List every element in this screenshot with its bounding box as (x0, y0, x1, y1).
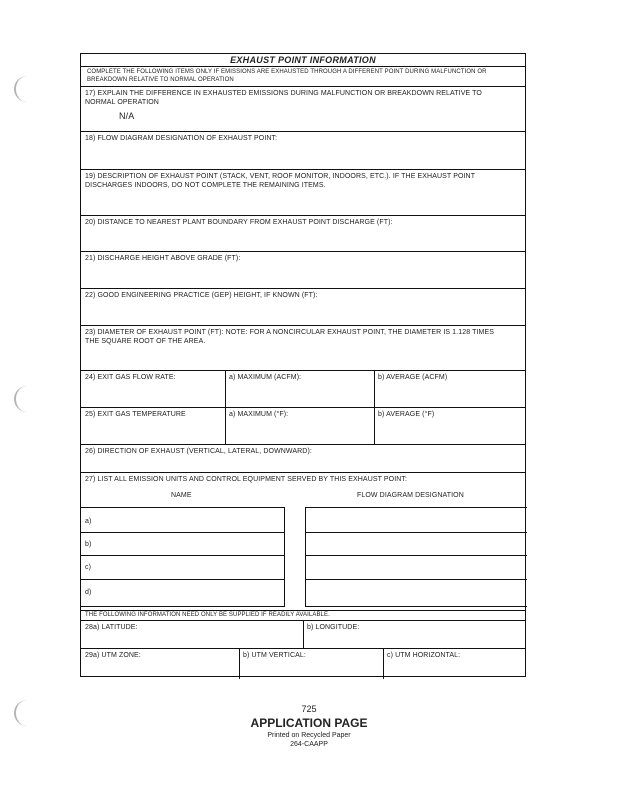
q25-label: 25) EXIT GAS TEMPERATURE (85, 411, 186, 418)
q25-avg-label: b) AVERAGE (°F) (378, 411, 435, 418)
q28-longitude-label: b) LONGITUDE: (307, 624, 360, 631)
q29-vertical-label: b) UTM VERTICAL: (243, 652, 306, 659)
page-title: APPLICATION PAGE (250, 716, 368, 730)
q29-horizontal-label: c) UTM HORIZONTAL: (387, 652, 461, 659)
q21-row (81, 251, 525, 288)
binder-hole-mark (14, 386, 32, 412)
form-title: EXHAUST POINT INFORMATION (230, 55, 376, 65)
q28-latitude-label: 28a) LATITUDE: (85, 624, 138, 631)
page-number: 725 (301, 704, 317, 714)
q17-row (81, 86, 525, 131)
exhaust-point-form (80, 53, 526, 677)
q27-col-name: NAME (171, 492, 192, 499)
q24-label: 24) EXIT GAS FLOW RATE: (85, 374, 176, 381)
q27-row (81, 472, 525, 606)
intro-row (81, 66, 525, 86)
binder-hole-mark (14, 76, 32, 102)
q18-row (81, 131, 525, 169)
q20-row (81, 215, 525, 251)
q27-col-flow: FLOW DIAGRAM DESIGNATION (357, 492, 464, 499)
q24-divider (225, 371, 226, 408)
q23-row (81, 325, 525, 370)
optional-note-row (81, 610, 525, 620)
q17-answer[interactable]: N/A (119, 111, 135, 121)
q27-row-c[interactable]: c) (85, 564, 92, 571)
q21-label: 21) DISCHARGE HEIGHT ABOVE GRADE (FT): (85, 255, 241, 262)
q18-label: 18) FLOW DIAGRAM DESIGNATION OF EXHAUST POINT: (85, 135, 278, 142)
intro-text: COMPLETE THE FOLLOWING ITEMS ONLY IF EMISSIONS ARE EXHAUSTED THROUGH A DIFFERENT POINT DURING MALFUNCTION OR BREAKDOWN RELATIVE TO NORMAL OPERATION (87, 69, 487, 83)
q22-row (81, 288, 525, 325)
q28-divider (303, 621, 304, 649)
q20-label: 20) DISTANCE TO NEAREST PLANT BOUNDARY FROM EXHAUST POINT DISCHARGE (FT): (85, 219, 393, 226)
q27-row-b[interactable]: b) (85, 541, 92, 548)
q24-divider (374, 371, 375, 408)
q23-label: 23) DIAMETER OF EXHAUST POINT (FT): NOTE: FOR A NONCIRCULAR EXHAUST POINT, THE DIAMETER IS 1.128 TIMES THE SQUARE ROOT OF THE AREA. (85, 329, 495, 345)
optional-note: THE FOLLOWING INFORMATION NEED ONLY BE SUPPLIED IF READILY AVAILABLE. (85, 612, 330, 618)
q27-flow-table (305, 507, 527, 607)
q27-label: 27) LIST ALL EMISSION UNITS AND CONTROL EQUIPMENT SERVED BY THIS EXHAUST POINT: (85, 476, 408, 483)
q24-row (81, 370, 525, 407)
q29-divider (383, 649, 384, 679)
q19-label: 19) DESCRIPTION OF EXHAUST POINT (STACK, VENT, ROOF MONITOR, INDOORS, ETC.). IF THE EXHAUST POINT DISCHARGES INDOORS, DO NOT COMPLETE THE REMAINING ITEMS. (85, 173, 475, 189)
printed-note: Printed on Recycled Paper (267, 732, 351, 739)
q25-max-label: a) MAXIMUM (°F): (229, 411, 289, 418)
q27-row-d[interactable]: d) (85, 589, 92, 596)
q24-max-label: a) MAXIMUM (ACFM): (229, 374, 302, 381)
form-code: 264-CAAPP (290, 741, 328, 748)
q26-label: 26) DIRECTION OF EXHAUST (VERTICAL, LATERAL, DOWNWARD): (85, 448, 312, 455)
q25-divider (225, 408, 226, 445)
q24-avg-label: b) AVERAGE (ACFM) (378, 374, 448, 381)
q29-zone-label: 29a) UTM ZONE: (85, 652, 141, 659)
q28-row (81, 620, 525, 648)
q22-label: 22) GOOD ENGINEERING PRACTICE (GEP) HEIGHT, IF KNOWN (FT): (85, 292, 318, 299)
q29-row (81, 648, 525, 678)
q25-row (81, 407, 525, 444)
q27-name-table (81, 507, 285, 607)
q25-divider (374, 408, 375, 445)
q29-divider (239, 649, 240, 679)
q27-row-a[interactable]: a) (85, 518, 92, 525)
q17-label: 17) EXPLAIN THE DIFFERENCE IN EXHAUSTED EMISSIONS DURING MALFUNCTION OR BREAKDOWN RELATIVE TO NORMAL OPERATION (85, 90, 482, 106)
q19-row (81, 169, 525, 215)
q26-row (81, 444, 525, 472)
